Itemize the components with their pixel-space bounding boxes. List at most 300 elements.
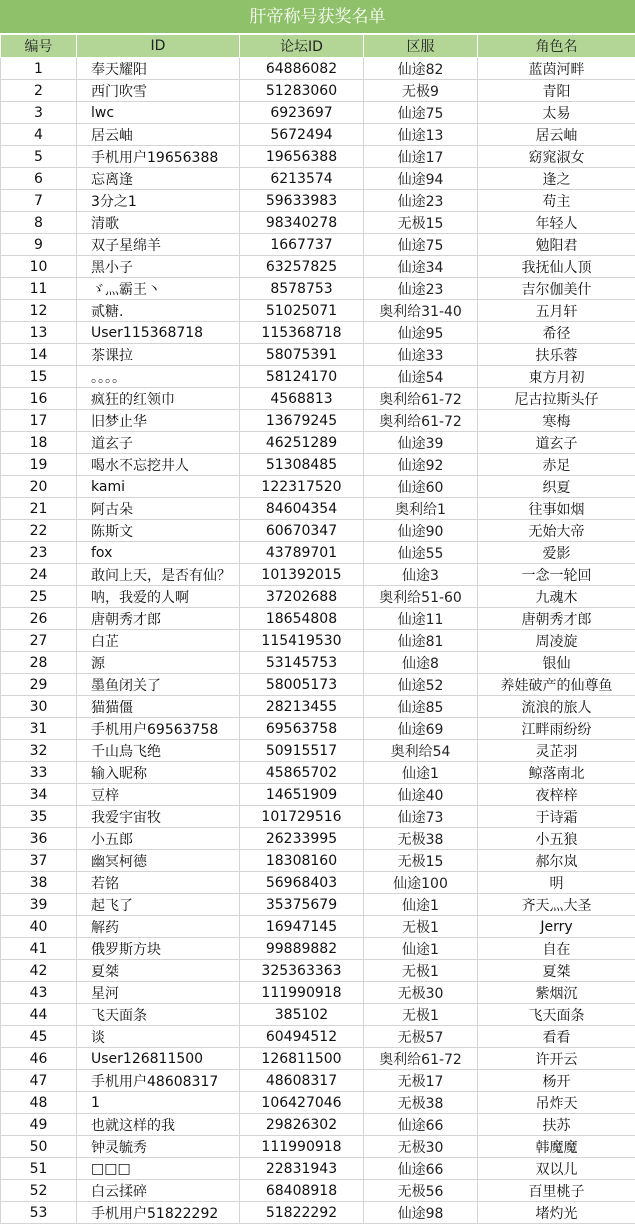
cell-id: 黑小子 [77,256,240,278]
cell-server: 奥利给1 [364,498,478,520]
cell-character-name: 扶乐蓉 [478,344,635,366]
cell-id: 解药 [77,916,240,938]
cell-server: 仙途98 [364,1202,478,1224]
cell-server: 无极30 [364,1136,478,1158]
table-row [1,1202,635,1224]
cell-server: 无极57 [364,1026,478,1048]
cell-forum-id: 101392015 [240,564,364,586]
cell-character-name: 飞天面条 [478,1004,635,1026]
cell-character-name: 小五狼 [478,828,635,850]
cell-server: 仙途34 [364,256,478,278]
cell-number: 25 [1,586,77,608]
cell-forum-id: 48608317 [240,1070,364,1092]
cell-character-name: 希径 [478,322,635,344]
cell-id: 清歌 [77,212,240,234]
cell-character-name: 看看 [478,1026,635,1048]
header-forum-id: 论坛ID [240,35,364,58]
cell-forum-id: 29826302 [240,1114,364,1136]
sheet-title: 肝帝称号获奖名单 [0,0,635,34]
table-row [1,124,635,146]
cell-number: 20 [1,476,77,498]
cell-id: 居云岫 [77,124,240,146]
cell-forum-id: 385102 [240,1004,364,1026]
cell-id: 夏桀 [77,960,240,982]
cell-server: 仙途94 [364,168,478,190]
cell-forum-id: 84604354 [240,498,364,520]
cell-character-name: 九魂木 [478,586,635,608]
cell-id: 起飞了 [77,894,240,916]
cell-character-name: 明 [478,872,635,894]
cell-forum-id: 126811500 [240,1048,364,1070]
cell-id: 道玄子 [77,432,240,454]
cell-server: 无极1 [364,916,478,938]
cell-forum-id: 51822292 [240,1202,364,1224]
cell-forum-id: 8578753 [240,278,364,300]
cell-id: 阿古朵 [77,498,240,520]
table-row [1,586,635,608]
table-row [1,564,635,586]
table-row [1,256,635,278]
cell-id: kami [77,476,240,498]
cell-number: 9 [1,234,77,256]
cell-forum-id: 99889882 [240,938,364,960]
cell-id: 我爱宇宙牧 [77,806,240,828]
table-row [1,674,635,696]
cell-character-name: 爱影 [478,542,635,564]
table-row [1,190,635,212]
cell-server: 仙途1 [364,938,478,960]
cell-number: 32 [1,740,77,762]
cell-character-name: 我抚仙人顶 [478,256,635,278]
cell-id: fox [77,542,240,564]
cell-forum-id: 16947145 [240,916,364,938]
cell-server: 仙途92 [364,454,478,476]
table-row [1,366,635,388]
cell-number: 15 [1,366,77,388]
cell-number: 11 [1,278,77,300]
table-row [1,630,635,652]
cell-server: 仙途66 [364,1114,478,1136]
cell-character-name: 唐朝秀才郎 [478,608,635,630]
table-row [1,212,635,234]
cell-forum-id: 14651909 [240,784,364,806]
cell-id: 双子星绵羊 [77,234,240,256]
header-number: 编号 [1,35,77,58]
cell-id: 星河 [77,982,240,1004]
cell-forum-id: 101729516 [240,806,364,828]
cell-number: 48 [1,1092,77,1114]
cell-server: 仙途55 [364,542,478,564]
cell-id: User115368718 [77,322,240,344]
cell-number: 31 [1,718,77,740]
cell-number: 42 [1,960,77,982]
cell-server: 仙途66 [364,1158,478,1180]
table-row [1,80,635,102]
cell-forum-id: 53145753 [240,652,364,674]
table-row [1,542,635,564]
cell-id: 飞天面条 [77,1004,240,1026]
cell-id: □□□ [77,1158,240,1180]
table-row [1,960,635,982]
cell-character-name: 年轻人 [478,212,635,234]
table-row [1,300,635,322]
cell-forum-id: 18308160 [240,850,364,872]
cell-character-name: 吊炸天 [478,1092,635,1114]
cell-server: 无极1 [364,1004,478,1026]
cell-id: 千山鳥飞绝 [77,740,240,762]
cell-id: 源 [77,652,240,674]
cell-forum-id: 46251289 [240,432,364,454]
cell-server: 仙途1 [364,762,478,784]
cell-forum-id: 115419530 [240,630,364,652]
cell-forum-id: 98340278 [240,212,364,234]
header-server: 区服 [364,35,478,58]
cell-character-name: Jerry [478,916,635,938]
cell-server: 仙途1 [364,894,478,916]
cell-server: 奥利给51-60 [364,586,478,608]
table-row [1,278,635,300]
cell-id: 喝水不忘挖井人 [77,454,240,476]
table-row [1,520,635,542]
cell-forum-id: 50915517 [240,740,364,762]
cell-forum-id: 122317520 [240,476,364,498]
cell-server: 无极15 [364,850,478,872]
cell-server: 仙途60 [364,476,478,498]
cell-character-name: 一念一轮回 [478,564,635,586]
cell-number: 35 [1,806,77,828]
cell-character-name: 银仙 [478,652,635,674]
table-row [1,1026,635,1048]
cell-id: 旧梦止华 [77,410,240,432]
cell-character-name: 齐天灬大圣 [478,894,635,916]
cell-forum-id: 13679245 [240,410,364,432]
cell-number: 26 [1,608,77,630]
cell-id: 1 [77,1092,240,1114]
cell-id: 陈斯文 [77,520,240,542]
cell-id: 3分之1 [77,190,240,212]
cell-number: 46 [1,1048,77,1070]
cell-number: 24 [1,564,77,586]
cell-number: 51 [1,1158,77,1180]
cell-server: 仙途75 [364,234,478,256]
table-row [1,718,635,740]
cell-number: 38 [1,872,77,894]
cell-forum-id: 5672494 [240,124,364,146]
table-row [1,1048,635,1070]
table-row [1,784,635,806]
table-row [1,1180,635,1202]
cell-server: 仙途100 [364,872,478,894]
cell-number: 18 [1,432,77,454]
table-row [1,1004,635,1026]
header-character-name: 角色名 [478,35,635,58]
cell-id: 西门吹雪 [77,80,240,102]
table-row [1,146,635,168]
table-row [1,740,635,762]
table-row [1,1114,635,1136]
cell-id: 输入昵称 [77,762,240,784]
cell-forum-id: 59633983 [240,190,364,212]
cell-server: 仙途40 [364,784,478,806]
cell-character-name: 道玄子 [478,432,635,454]
cell-forum-id: 51308485 [240,454,364,476]
cell-character-name: 郝尔岚 [478,850,635,872]
cell-number: 8 [1,212,77,234]
cell-forum-id: 325363363 [240,960,364,982]
cell-id: 茶课拉 [77,344,240,366]
cell-forum-id: 106427046 [240,1092,364,1114]
table-row [1,806,635,828]
cell-server: 仙途13 [364,124,478,146]
table-row [1,168,635,190]
table-row [1,1136,635,1158]
table-row [1,1070,635,1092]
cell-server: 仙途39 [364,432,478,454]
cell-character-name: 青阳 [478,80,635,102]
cell-id: 手机用户69563758 [77,718,240,740]
cell-server: 仙途54 [364,366,478,388]
cell-number: 5 [1,146,77,168]
cell-number: 36 [1,828,77,850]
cell-forum-id: 22831943 [240,1158,364,1180]
cell-id: 豆梓 [77,784,240,806]
cell-server: 仙途81 [364,630,478,652]
cell-number: 13 [1,322,77,344]
cell-forum-id: 43789701 [240,542,364,564]
cell-server: 仙途85 [364,696,478,718]
cell-forum-id: 60670347 [240,520,364,542]
table-row [1,696,635,718]
cell-id: 手机用户51822292 [77,1202,240,1224]
cell-forum-id: 111990918 [240,982,364,1004]
cell-id: 。。。。 [77,366,240,388]
cell-server: 仙途95 [364,322,478,344]
cell-server: 无极9 [364,80,478,102]
cell-forum-id: 69563758 [240,718,364,740]
cell-character-name: 尼古拉斯头仔 [478,388,635,410]
cell-number: 6 [1,168,77,190]
cell-character-name: 蓝茵河畔 [478,58,635,80]
cell-id: 若铭 [77,872,240,894]
cell-character-name: 五月轩 [478,300,635,322]
cell-number: 23 [1,542,77,564]
cell-number: 45 [1,1026,77,1048]
cell-id: 小五郎 [77,828,240,850]
cell-number: 40 [1,916,77,938]
table-row [1,762,635,784]
cell-server: 无极38 [364,1092,478,1114]
cell-forum-id: 6923697 [240,102,364,124]
cell-character-name: 杨开 [478,1070,635,1092]
cell-character-name: 双以儿 [478,1158,635,1180]
cell-server: 仙途33 [364,344,478,366]
cell-number: 19 [1,454,77,476]
cell-id: 猫猫僵 [77,696,240,718]
cell-character-name: 养娃破产的仙尊鱼 [478,674,635,696]
table-row [1,1158,635,1180]
cell-number: 7 [1,190,77,212]
table-row [1,344,635,366]
table-row [1,58,635,80]
cell-id: 敢问上天，是否有仙？ [77,564,240,586]
cell-number: 34 [1,784,77,806]
winners-table [0,34,635,1224]
cell-character-name: 织夏 [478,476,635,498]
cell-forum-id: 63257825 [240,256,364,278]
cell-character-name: 吉尔伽美什 [478,278,635,300]
cell-server: 仙途90 [364,520,478,542]
cell-character-name: 许开云 [478,1048,635,1070]
cell-forum-id: 56968403 [240,872,364,894]
table-row [1,388,635,410]
cell-forum-id: 26233995 [240,828,364,850]
table-row [1,608,635,630]
cell-id: User126811500 [77,1048,240,1070]
cell-id: 唐朝秀才郎 [77,608,240,630]
cell-character-name: 于诗霜 [478,806,635,828]
cell-server: 仙途3 [364,564,478,586]
cell-character-name: 逢之 [478,168,635,190]
cell-server: 无极30 [364,982,478,1004]
table-row [1,1092,635,1114]
table-row [1,454,635,476]
cell-character-name: 太易 [478,102,635,124]
cell-number: 49 [1,1114,77,1136]
cell-server: 仙途69 [364,718,478,740]
cell-number: 33 [1,762,77,784]
table-row [1,828,635,850]
cell-id: 也就这样的我 [77,1114,240,1136]
cell-forum-id: 6213574 [240,168,364,190]
cell-number: 47 [1,1070,77,1092]
table-row [1,322,635,344]
cell-server: 奥利给61-72 [364,1048,478,1070]
cell-id: 钟灵毓秀 [77,1136,240,1158]
cell-server: 仙途73 [364,806,478,828]
cell-server: 奥利给54 [364,740,478,762]
cell-forum-id: 58124170 [240,366,364,388]
cell-number: 10 [1,256,77,278]
table-row [1,432,635,454]
cell-forum-id: 19656388 [240,146,364,168]
cell-number: 44 [1,1004,77,1026]
cell-server: 奥利给31-40 [364,300,478,322]
cell-number: 27 [1,630,77,652]
cell-number: 1 [1,58,77,80]
cell-id: lwc [77,102,240,124]
cell-forum-id: 60494512 [240,1026,364,1048]
cell-number: 16 [1,388,77,410]
cell-server: 仙途11 [364,608,478,630]
cell-id: ゞ灬霸王丶 [77,278,240,300]
table-row [1,894,635,916]
cell-character-name: 勉阳君 [478,234,635,256]
cell-character-name: 苟主 [478,190,635,212]
cell-forum-id: 64886082 [240,58,364,80]
cell-number: 17 [1,410,77,432]
header-row [1,35,635,58]
cell-character-name: 自在 [478,938,635,960]
cell-character-name: 堵灼光 [478,1202,635,1224]
cell-number: 3 [1,102,77,124]
cell-forum-id: 1667737 [240,234,364,256]
cell-server: 无极56 [364,1180,478,1202]
table-row [1,476,635,498]
cell-character-name: 无始大帝 [478,520,635,542]
cell-forum-id: 68408918 [240,1180,364,1202]
cell-character-name: 夏桀 [478,960,635,982]
table-row [1,652,635,674]
cell-character-name: 江畔雨纷纷 [478,718,635,740]
cell-server: 仙途8 [364,652,478,674]
cell-server: 仙途75 [364,102,478,124]
cell-number: 2 [1,80,77,102]
cell-character-name: 韩魔魔 [478,1136,635,1158]
cell-id: 白芷 [77,630,240,652]
cell-number: 39 [1,894,77,916]
cell-character-name: 東方月初 [478,366,635,388]
table-row [1,410,635,432]
cell-server: 仙途23 [364,190,478,212]
cell-forum-id: 51283060 [240,80,364,102]
cell-server: 奥利给61-72 [364,410,478,432]
cell-number: 12 [1,300,77,322]
cell-id: 幽冥柯德 [77,850,240,872]
cell-server: 无极15 [364,212,478,234]
cell-character-name: 赤足 [478,454,635,476]
cell-id: 贰糖. [77,300,240,322]
cell-id: 墨鱼闭关了 [77,674,240,696]
cell-forum-id: 37202688 [240,586,364,608]
table-row [1,498,635,520]
cell-server: 仙途52 [364,674,478,696]
cell-id: 疯狂的红领巾 [77,388,240,410]
cell-id: 俄罗斯方块 [77,938,240,960]
table-row [1,916,635,938]
cell-number: 43 [1,982,77,1004]
cell-character-name: 往事如烟 [478,498,635,520]
cell-character-name: 周凌旋 [478,630,635,652]
cell-character-name: 夜梓梓 [478,784,635,806]
table-row [1,938,635,960]
cell-character-name: 百里桃子 [478,1180,635,1202]
cell-id: 奉天耀阳 [77,58,240,80]
cell-number: 29 [1,674,77,696]
cell-number: 21 [1,498,77,520]
cell-forum-id: 45865702 [240,762,364,784]
cell-server: 无极38 [364,828,478,850]
cell-character-name: 窈窕淑女 [478,146,635,168]
cell-character-name: 居云岫 [478,124,635,146]
cell-server: 无极1 [364,960,478,982]
cell-forum-id: 111990918 [240,1136,364,1158]
cell-number: 22 [1,520,77,542]
cell-server: 仙途82 [364,58,478,80]
cell-number: 30 [1,696,77,718]
cell-id: 白云揉碎 [77,1180,240,1202]
cell-number: 4 [1,124,77,146]
cell-id: 手机用户48608317 [77,1070,240,1092]
cell-forum-id: 28213455 [240,696,364,718]
table-row [1,872,635,894]
table-row [1,850,635,872]
table-row [1,102,635,124]
cell-number: 52 [1,1180,77,1202]
cell-forum-id: 58075391 [240,344,364,366]
cell-character-name: 灵芷羽 [478,740,635,762]
cell-forum-id: 35375679 [240,894,364,916]
cell-forum-id: 4568813 [240,388,364,410]
